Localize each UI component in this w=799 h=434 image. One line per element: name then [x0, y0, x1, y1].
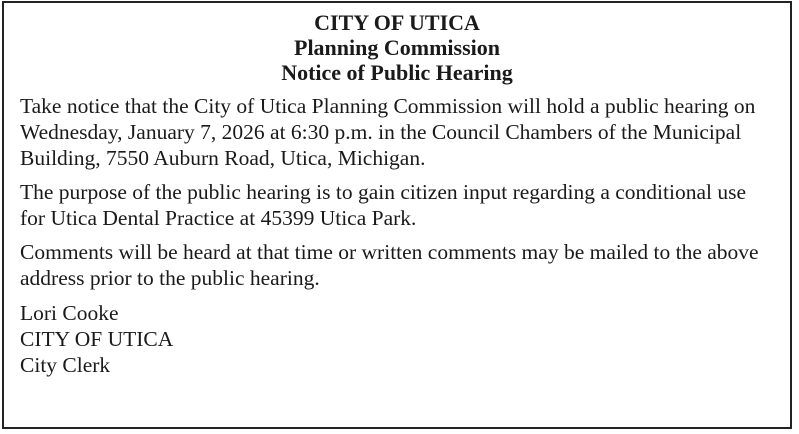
- signature-name: Lori Cooke: [20, 301, 119, 325]
- signature-organization: CITY OF UTICA: [20, 327, 174, 351]
- notice-header: [4, 3, 790, 85]
- paragraph-purpose: The purpose of the public hearing is to gain citizen input regarding a conditional use for Utica Dental Practice at 45399 Utica Park.: [20, 180, 747, 230]
- header-notice-title: Notice of Public Hearing: [281, 60, 513, 85]
- public-notice: [2, 1, 792, 429]
- header-city: CITY OF UTICA: [314, 10, 480, 35]
- signature-title: City Clerk: [20, 353, 111, 377]
- paragraph-comments: Comments will be heard at that time or written comments may be mailed to the above address prior to the public hearing.: [20, 240, 759, 290]
- notice-body: [4, 93, 790, 378]
- paragraph-hearing-details: Take notice that the City of Utica Planning Commission will hold a public hearing on Wednesday, January 7, 2026 at 6:30 p.m. in the Council Chambers of the Municipal Building, 7550 Auburn Road, Utica, Michigan.: [20, 94, 756, 170]
- signature-block: [20, 300, 774, 378]
- header-commission: Planning Commission: [294, 35, 500, 60]
